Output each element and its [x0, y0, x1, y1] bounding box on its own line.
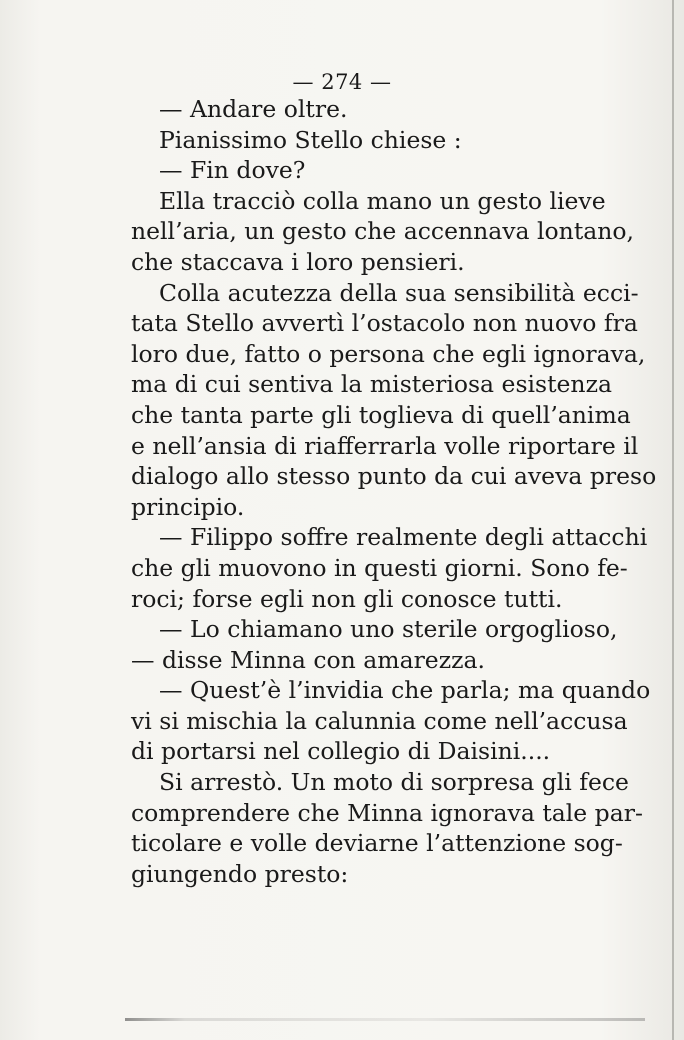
text-line: ma di cui sentiva la misteriosa esistenza	[131, 370, 612, 399]
text-line: Colla acutezza della sua sensibilità ecci-	[159, 278, 639, 307]
text-line: comprendere che Minna ignorava tale par-	[131, 798, 643, 827]
text-line: roci; forse egli non gli conosce tutti.	[131, 584, 563, 613]
text-line: — Lo chiamano uno sterile orgoglioso,	[159, 615, 618, 644]
text-line: nell’aria, un gesto che accennava lontano,	[131, 217, 635, 246]
text-line: dialogo allo stesso punto da cui aveva preso	[131, 462, 657, 491]
text-line: ticolare e volle deviarne l’attenzione sog-	[131, 829, 623, 858]
text-line: che staccava i loro pensieri.	[131, 247, 465, 276]
text-line: Ella tracciò colla mano un gesto lieve	[159, 186, 606, 215]
page-edge-shadow	[672, 0, 674, 1040]
text-line: — Filippo soffre realmente degli attacchi	[159, 523, 648, 552]
text-line: — Quest’è l’invidia che parla; ma quando	[159, 676, 651, 705]
text-line: tata Stello avvertì l’ostacolo non nuovo fra	[131, 309, 638, 338]
text-line: che tanta parte gli toglieva di quell’anima	[131, 400, 631, 429]
text-line: che gli muovono in questi giorni. Sono fe-	[131, 553, 628, 582]
text-line: — disse Minna con amarezza.	[131, 645, 485, 674]
text-line: loro due, fatto o persona che egli ignorava,	[131, 339, 646, 368]
text-line: Si arrestò. Un moto di sorpresa gli fece	[159, 768, 629, 797]
text-line: di portarsi nel collegio di Daisini....	[131, 737, 551, 766]
text-line: principio.	[131, 492, 245, 521]
page-number: — 274 —	[292, 70, 392, 94]
body-text	[131, 94, 657, 889]
text-line: vi si mischia la calunnia come nell’accusa	[131, 706, 628, 735]
bottom-smudge	[125, 1018, 645, 1021]
text-line: — Fin dove?	[159, 156, 306, 185]
text-line: e nell’ansia di riafferrarla volle riportare il	[131, 431, 639, 460]
text-line: giungendo presto:	[131, 859, 349, 888]
text-line: Pianissimo Stello chiese :	[159, 125, 462, 154]
text-line: — Andare oltre.	[159, 95, 348, 123]
